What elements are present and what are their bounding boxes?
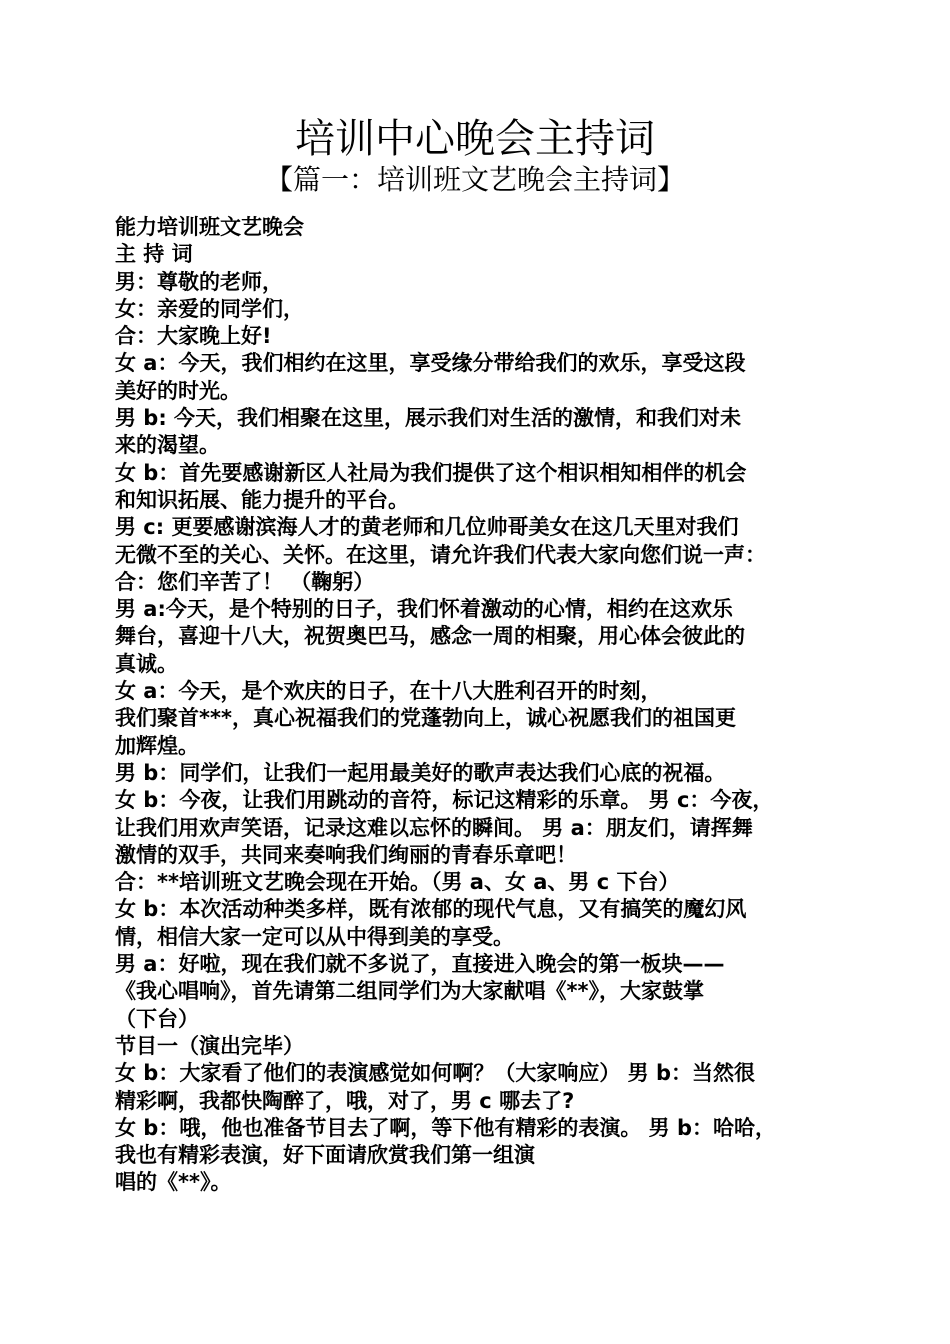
document-body	[115, 214, 855, 1197]
text-line: 美好的时光。	[115, 378, 241, 403]
text-line: 男 a：好啦，现在我们就不多说了，直接进入晚会的第一板块——	[115, 952, 725, 977]
text-line: 女 b：哦，他也准备节目去了啊，等下他有精彩的表演。 男 b：哈哈，	[115, 1115, 776, 1140]
text-line: 我们聚首***，真心祝福我们的党蓬勃向上，诚心祝愿我们的祖国更	[115, 706, 736, 731]
text-line: 无微不至的关心、关怀。在这里，请允许我们代表大家向您们说一声：	[115, 542, 766, 567]
text-line: 能力培训班文艺晚会	[115, 215, 304, 239]
text-line: 精彩啊，我都快陶醉了，哦，对了，男 c 哪去了?	[115, 1088, 575, 1113]
document-title: 培训中心晚会主持词	[295, 116, 655, 162]
text-line: 情，相信大家一定可以从中得到美的享受。	[115, 924, 514, 949]
text-line: 唱的《**》。	[115, 1170, 232, 1195]
text-line: 女 b：本次活动种类多样，既有浓郁的现代气息，又有搞笑的魔幻风	[115, 897, 747, 922]
text-line: 真诚。	[115, 651, 178, 676]
text-line: 男：尊敬的老师，	[115, 269, 283, 294]
text-line: 女 b：今夜，让我们用跳动的音符，标记这精彩的乐章。 男 c：今夜，	[115, 788, 774, 813]
text-line: 《我心唱响》，首先请第二组同学们为大家献唱《**》，大家鼓掌	[115, 979, 704, 1004]
text-line: 我也有精彩表演，好下面请欣赏我们第一组演	[115, 1143, 535, 1168]
text-line: 女：亲爱的同学们，	[115, 296, 304, 321]
text-line: 女 b：首先要感谢新区人社局为我们提供了这个相识相知相伴的机会	[115, 460, 747, 485]
text-line: 和知识拓展、能力提升的平台。	[115, 487, 409, 512]
text-line: 男 a:今天，是个特别的日子，我们怀着激动的心情，相约在这欢乐	[115, 597, 733, 622]
text-line: 女 b：大家看了他们的表演感觉如何啊？（大家响应） 男 b：当然很	[115, 1061, 755, 1086]
text-line: 激情的双手，共同来奏响我们绚丽的青春乐章吧！	[115, 842, 577, 867]
text-line: 合：您们辛苦了！ （鞠躬）	[115, 569, 375, 594]
text-line: 来的渴望。	[115, 433, 220, 458]
text-line: 男 b: 今天，我们相聚在这里，展示我们对生活的激情，和我们对未	[115, 406, 742, 431]
text-line: 合：**培训班文艺晚会现在开始。（男 a、女 a、男 c 下台）	[115, 870, 680, 895]
text-line: 主 持 词	[115, 242, 193, 267]
text-line: 合：大家晚上好!	[115, 324, 272, 349]
document-subtitle: 【篇一：培训班文艺晚会主持词】	[264, 163, 685, 196]
text-line: 节目一（演出完毕）	[115, 1033, 304, 1058]
text-line: 男 b：同学们，让我们一起用最美好的歌声表达我们心底的祝福。	[115, 760, 726, 785]
text-line: 男 c: 更要感谢滨海人才的黄老师和几位帅哥美女在这几天里对我们	[115, 515, 739, 540]
text-line: 女 a：今天，是个欢庆的日子，在十八大胜利召开的时刻，	[115, 679, 662, 704]
text-line: 让我们用欢声笑语，记录这难以忘怀的瞬间。 男 a：朋友们，请挥舞	[115, 815, 753, 840]
text-line: 女 a：今天，我们相约在这里，享受缘分带给我们的欢乐，享受这段	[115, 351, 746, 376]
text-line: （下台）	[115, 1006, 199, 1031]
text-line: 加辉煌。	[115, 733, 199, 758]
text-line: 舞台，喜迎十八大，祝贺奥巴马，感念一周的相聚，用心体会彼此的	[115, 624, 745, 649]
